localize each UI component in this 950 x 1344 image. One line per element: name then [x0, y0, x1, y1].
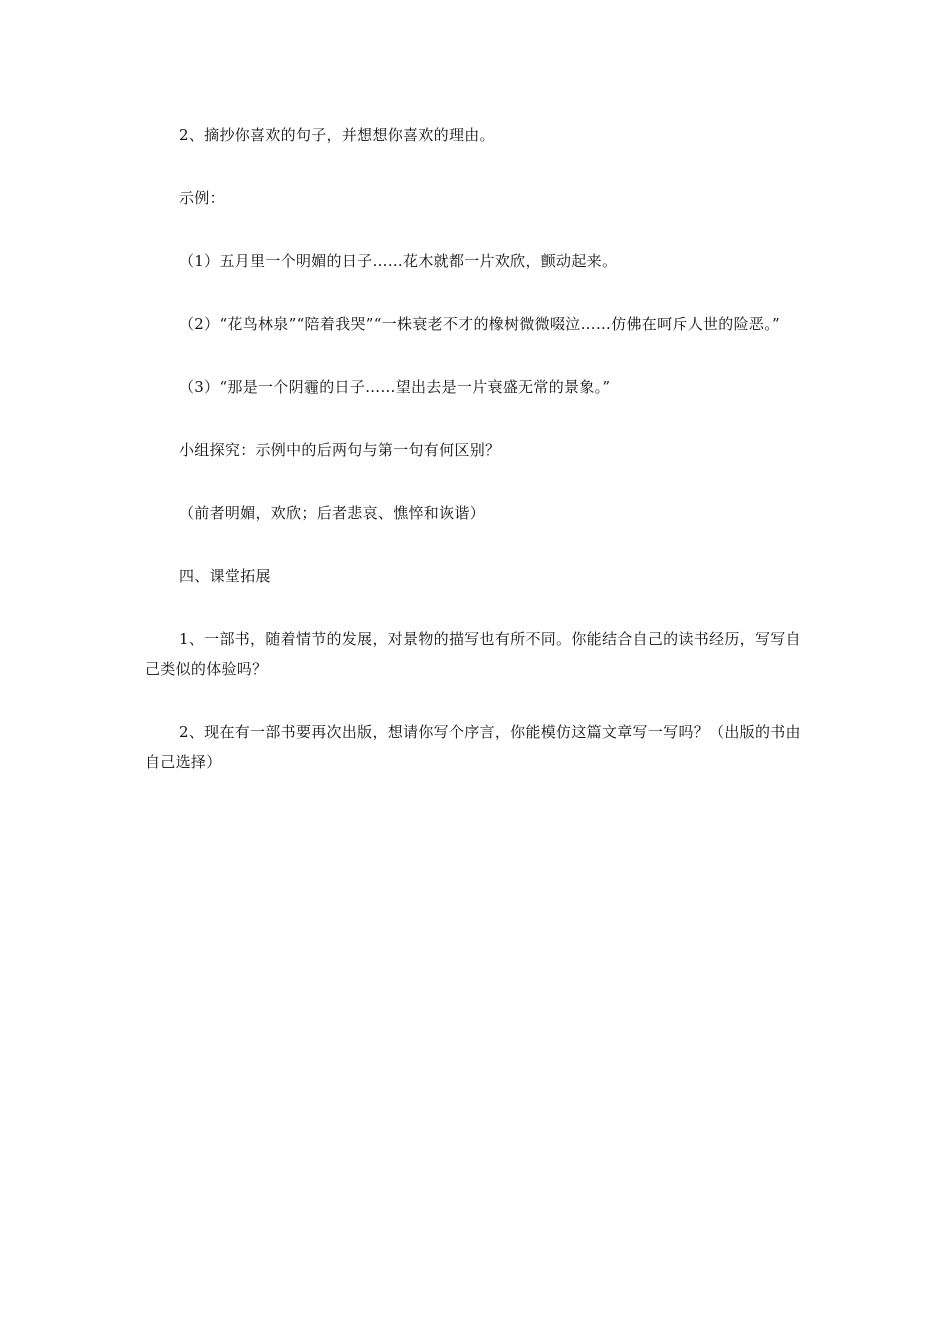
document-body	[145, 120, 810, 810]
paragraph-extension-task-1: 1、一部书，随着情节的发展，对景物的描写也有所不同。你能结合自己的读书经历，写写自己类似的体验吗？	[145, 630, 801, 678]
paragraph-example-3: （3）“那是一个阴霾的日子……望出去是一片衰盛无常的景象。”	[179, 378, 611, 396]
paragraph-example-label: 示例：	[179, 189, 225, 207]
paragraph-inquiry-answer: （前者明媚，欢欣；后者悲哀、憔悴和诙谐）	[179, 504, 486, 522]
paragraph-extension-task-2: 2、现在有一部书要再次出版，想请你写个序言，你能模仿这篇文章写一写吗？（出版的书由自己选择）	[145, 723, 801, 771]
paragraph-example-2: （2）“花鸟林泉”“陪着我哭”“一株衰老不才的橡树微微啜泣……仿佛在呵斥人世的险恶。”	[179, 315, 780, 333]
section-heading-extension: 四、课堂拓展	[179, 567, 271, 585]
paragraph-example-1: （1）五月里一个明媚的日子……花木就都一片欢欣，颤动起来。	[179, 252, 618, 270]
paragraph-excerpt-task: 2、摘抄你喜欢的句子，并想想你喜欢的理由。	[179, 126, 495, 144]
paragraph-group-inquiry: 小组探究：示例中的后两句与第一句有何区别？	[179, 441, 501, 459]
